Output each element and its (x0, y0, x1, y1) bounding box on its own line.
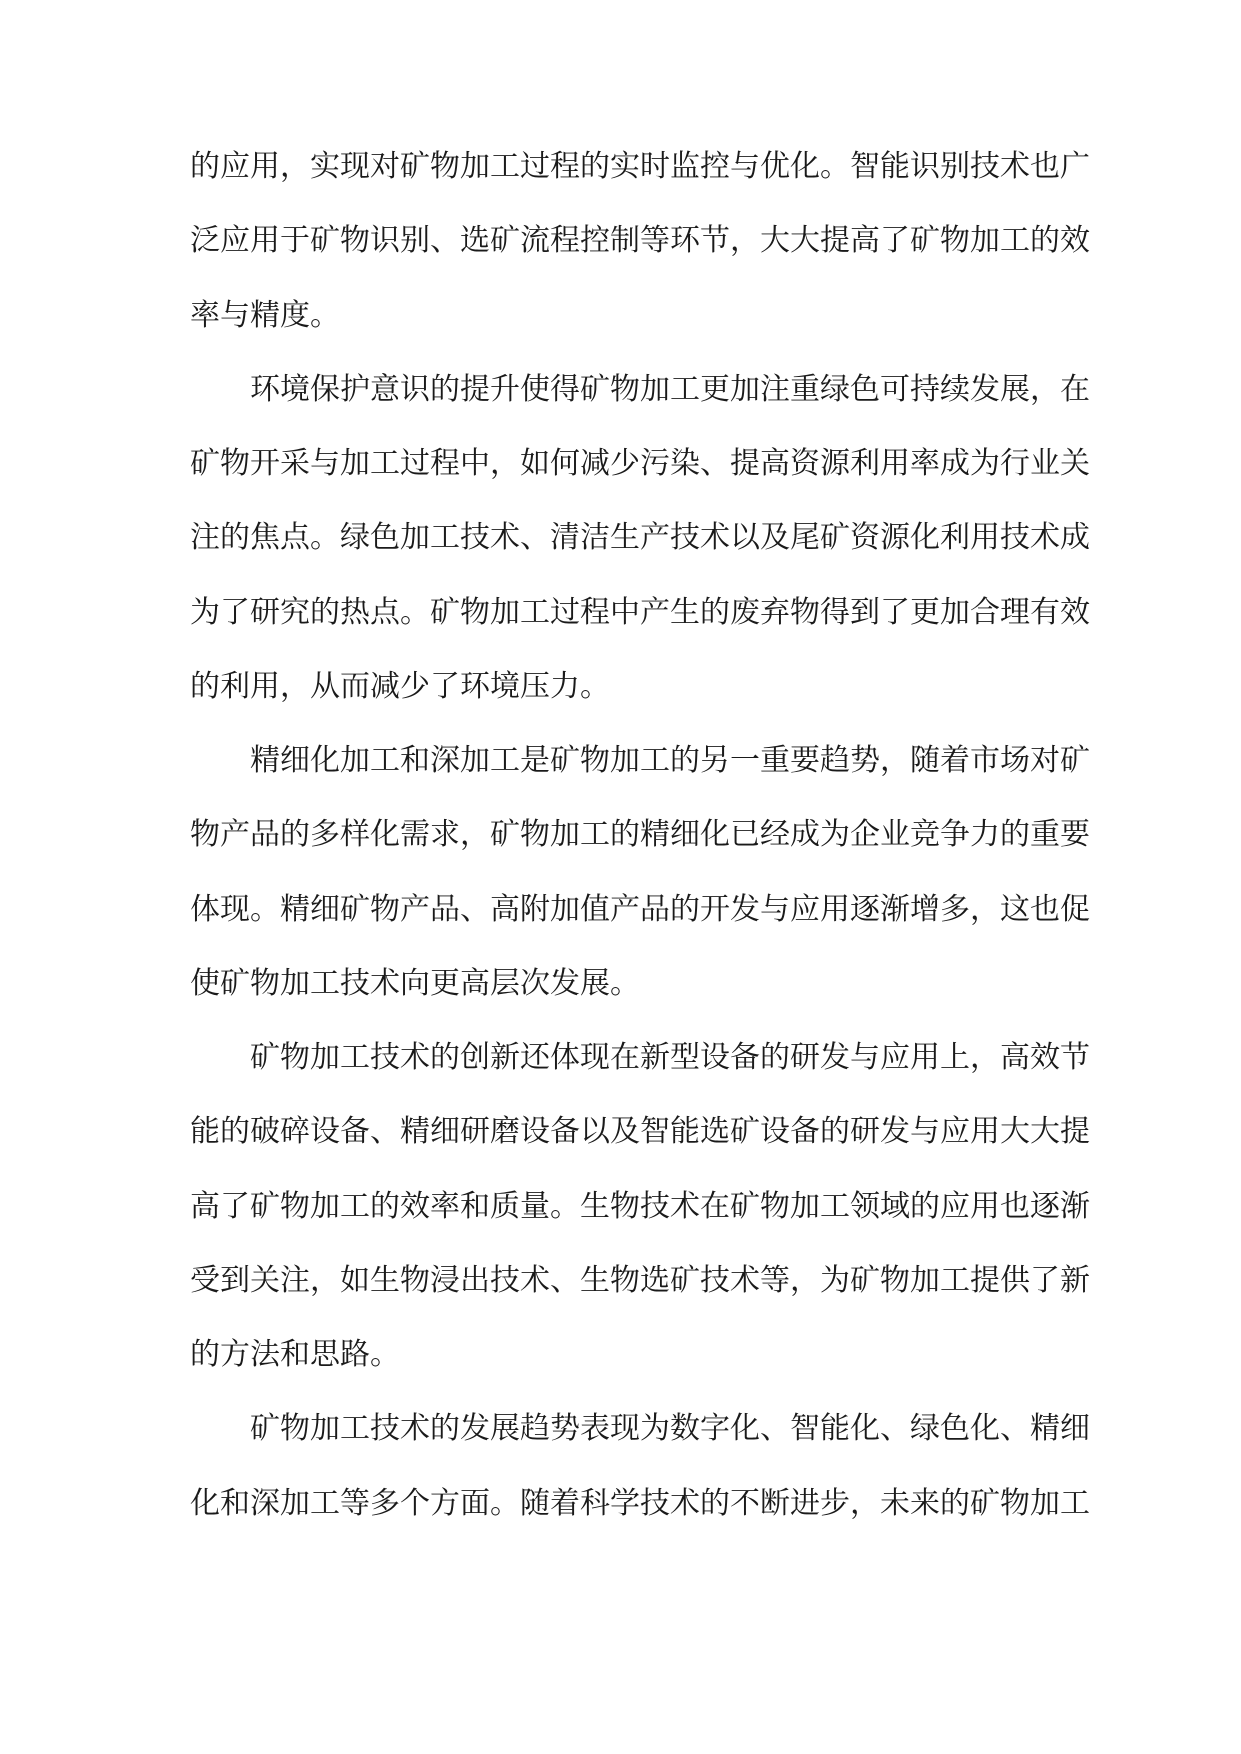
paragraph (190, 141, 1090, 364)
text-line: 环境保护意识的提升使得矿物加工更加注重绿色可持续发展，在 (250, 371, 1090, 407)
text-line: 的方法和思路。 (190, 1337, 400, 1372)
text-line: 高了矿物加工的效率和质量。生物技术在矿物加工领域的应用也逐渐 (190, 1188, 1090, 1224)
text-line: 精细化加工和深加工是矿物加工的另一重要趋势，随着市场对矿 (250, 743, 1090, 778)
text-line: 矿物开采与加工过程中，如何减少污染、提高资源利用率成为行业关 (190, 446, 1090, 481)
text-line: 物产品的多样化需求，矿物加工的精细化已经成为企业竞争力的重要 (190, 817, 1090, 853)
text-line: 矿物加工技术的创新还体现在新型设备的研发与应用上，高效节 (250, 1040, 1090, 1075)
text-line: 的利用，从而减少了环境压力。 (190, 668, 610, 704)
text-line: 为了研究的热点。矿物加工过程中产生的废弃物得到了更加合理有效 (190, 594, 1090, 630)
paragraph (190, 364, 1090, 735)
text-line: 受到关注，如生物浸出技术、生物选矿技术等，为矿物加工提供了新 (190, 1262, 1090, 1298)
paragraph (190, 1403, 1090, 1552)
text-line: 泛应用于矿物识别、选矿流程控制等环节，大大提高了矿物加工的效 (190, 223, 1090, 259)
paragraph (190, 1032, 1090, 1403)
text-line: 能的破碎设备、精细研磨设备以及智能选矿设备的研发与应用大大提 (190, 1114, 1090, 1150)
text-line: 化和深加工等多个方面。随着科学技术的不断进步，未来的矿物加工 (190, 1485, 1090, 1521)
text-line: 的应用，实现对矿物加工过程的实时监控与优化。智能识别技术也广 (190, 149, 1090, 184)
paragraph (190, 735, 1090, 1032)
body-text (190, 141, 1090, 1552)
text-line: 矿物加工技术的发展趋势表现为数字化、智能化、绿色化、精细 (250, 1411, 1090, 1447)
text-line: 率与精度。 (190, 297, 340, 333)
text-line: 体现。精细矿物产品、高附加值产品的开发与应用逐渐增多，这也促 (190, 891, 1090, 927)
text-line: 注的焦点。绿色加工技术、清洁生产技术以及尾矿资源化利用技术成 (190, 520, 1090, 556)
text-line: 使矿物加工技术向更高层次发展。 (190, 965, 640, 1001)
